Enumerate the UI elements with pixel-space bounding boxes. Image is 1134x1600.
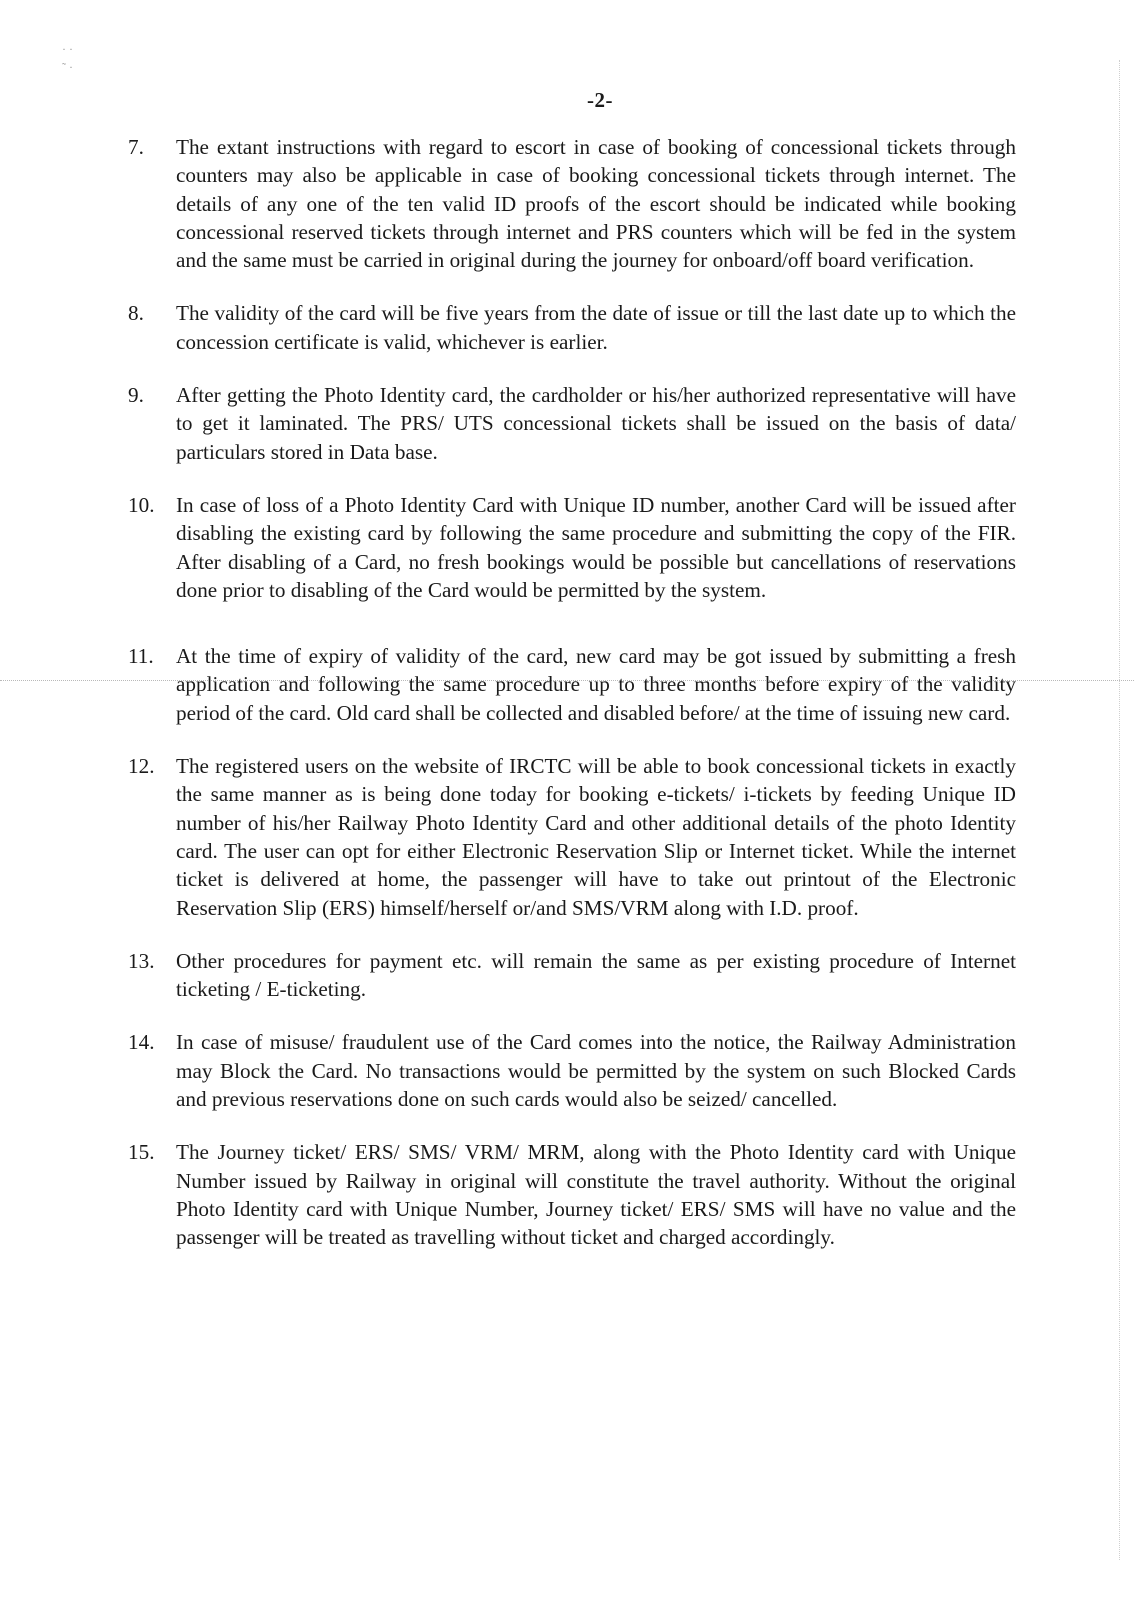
item-number: 8. <box>128 301 144 326</box>
item-text: The Journey ticket/ ERS/ SMS/ VRM/ MRM, along with the Photo Identity card with Unique Number issued by Railway in original will constitute the travel authority. Without the original Photo Identity card with Unique Number, Journey ticket/ ERS/ SMS will have no value and the passenger will be treated as travelling without ticket and charged accordingly. <box>176 1140 1016 1250</box>
list-item <box>128 381 1016 466</box>
page-number: -2- <box>587 88 613 112</box>
list-item <box>128 1138 1016 1251</box>
list-item <box>128 642 1016 727</box>
item-number: 10. <box>128 492 155 517</box>
list-item <box>128 491 1016 604</box>
item-number: 15. <box>128 1140 155 1165</box>
item-text: The validity of the card will be five years from the date of issue or till the last date up to which the concession certificate is valid, whichever is earlier. <box>176 301 1016 354</box>
item-text: The extant instructions with regard to escort in case of booking of concessional tickets through counters may also be applicable in case of booking concessional tickets through internet. The details of any one of the ten valid ID proofs of the escort should be indicated while booking concessional reserved tickets through internet and PRS counters which will be fed in the system and the same must be carried in original during the journey for onboard/off board verification. <box>176 135 1016 273</box>
scan-specks: · · ˜ · <box>62 42 73 74</box>
item-text: After getting the Photo Identity card, the cardholder or his/her authorized representative will have to get it laminated. The PRS/ UTS concessional tickets shall be issued on the basis of data/ particulars stored in Data base. <box>176 383 1016 464</box>
item-number: 7. <box>128 135 144 159</box>
scan-edge-artifact <box>1119 60 1120 1560</box>
item-number: 12. <box>128 754 155 779</box>
item-number: 11. <box>128 644 154 669</box>
item-text: Other procedures for payment etc. will remain the same as per existing procedure of Internet ticketing / E-ticketing. <box>176 948 1016 1002</box>
list-item <box>128 299 1016 356</box>
item-number: 14. <box>128 1030 155 1055</box>
item-text: In case of misuse/ fraudulent use of the Card comes into the notice, the Railway Administration may Block the Card. No transactions would be permitted by the system on such Blocked Cards and previous reservations done on such cards would also be seized/ cancelled. <box>176 1030 1016 1112</box>
list-item <box>128 947 1016 1004</box>
numbered-list <box>128 133 1016 1252</box>
item-number: 13. <box>128 948 155 973</box>
list-item <box>128 752 1016 922</box>
item-number: 9. <box>128 383 144 408</box>
item-text: The registered users on the website of IRCTC will be able to book concessional tickets in exactly the same manner as is being done today for booking e-tickets/ i-tickets by feeding Unique ID number of his/her Railway Photo Identity Card and other additional details of the photo Identity card. The user can opt for either Electronic Reservation Slip or Internet ticket. While the internet ticket is delivered at home, the passenger will have to take out printout of the Electronic Reservation Slip (ERS) himself/herself or/and SMS/VRM along with I.D. proof. <box>176 754 1016 920</box>
item-text: In case of loss of a Photo Identity Card with Unique ID number, another Card will be issued after disabling the existing card by following the same procedure and submitting the copy of the FIR. After disabling of a Card, no fresh bookings would be possible but cancellations of reservations done prior to disabling of the Card would be permitted by the system. <box>176 492 1016 602</box>
list-item <box>128 1028 1016 1113</box>
item-text: At the time of expiry of validity of the card, new card may be got issued by submitting a fresh application and following the same procedure up to three months before expiry of the validity period of the card. Old card shall be collected and disabled before/ at the time of issuing new card. <box>176 644 1016 725</box>
list-item <box>128 133 1016 274</box>
